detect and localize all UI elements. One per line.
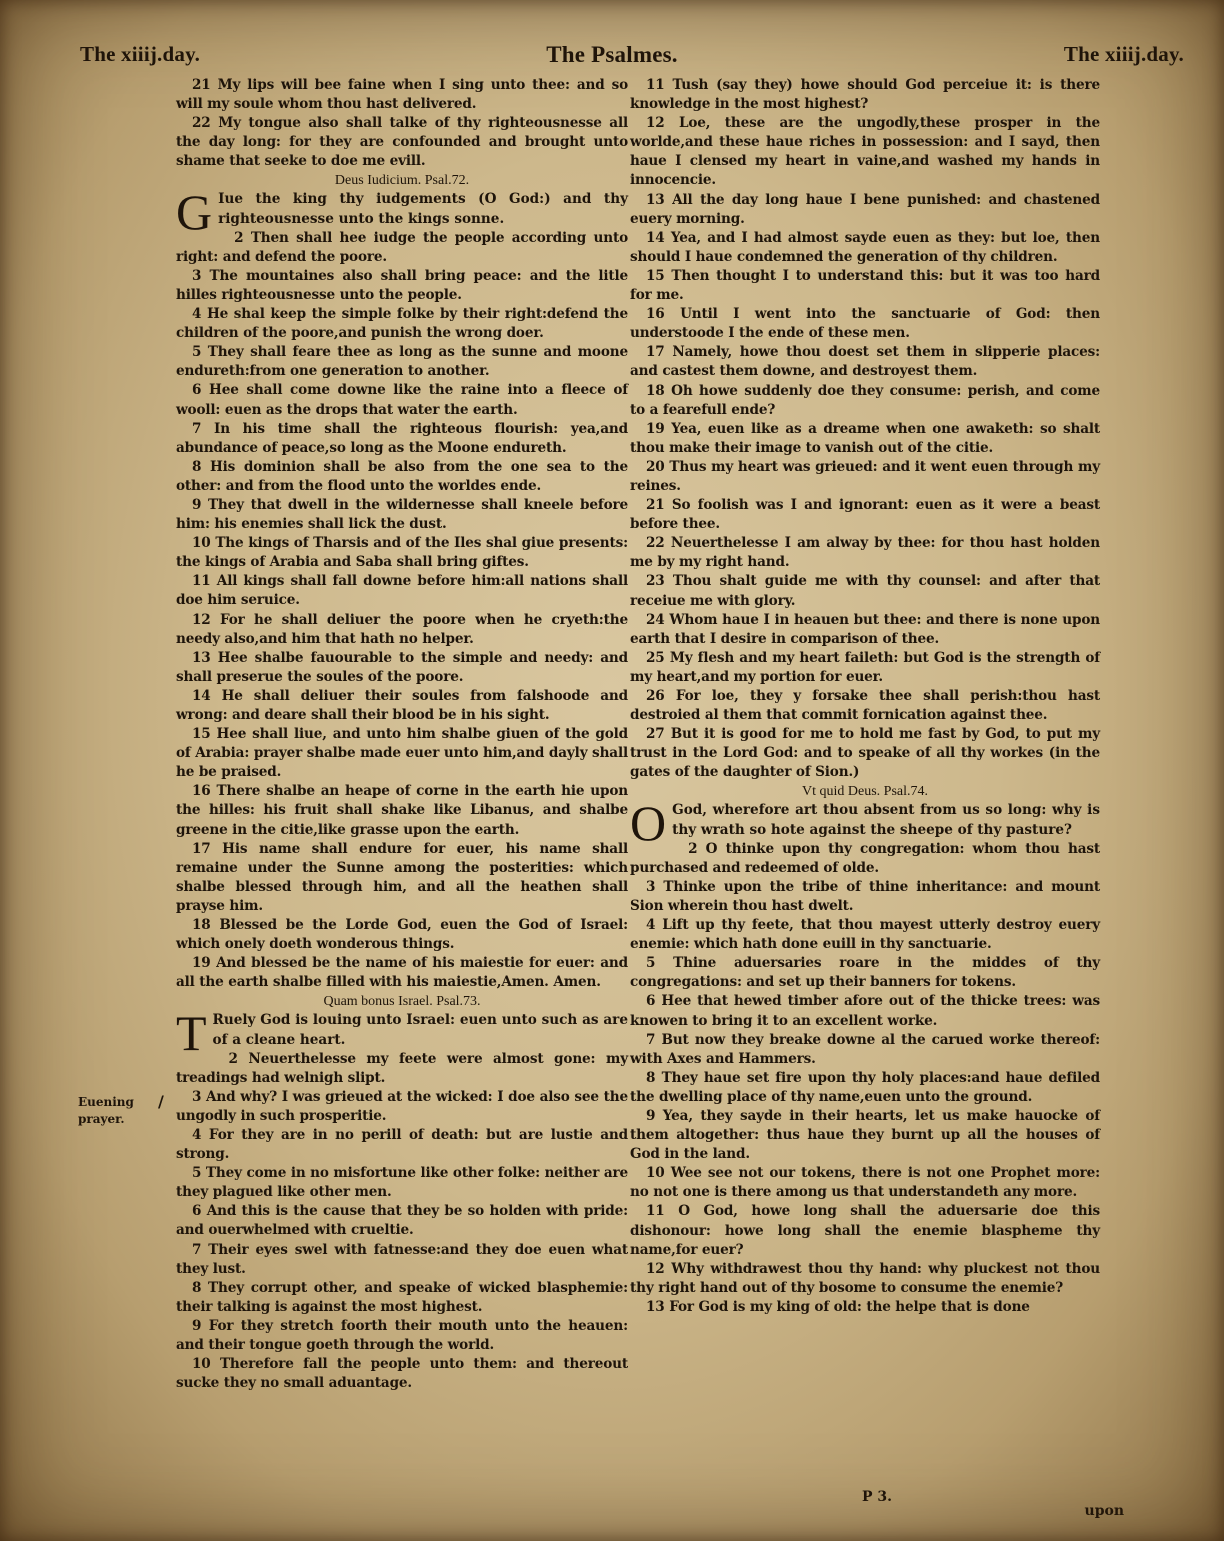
verse: 22 My tongue also shall talke of thy righteousnesse all the day long: for they are confounded and brought unto shame that seeke to doe me evill. — [176, 115, 628, 170]
catchword: upon — [1084, 1503, 1124, 1519]
verse: 16 Until I went into the sanctuarie of God: then understoode I the ende of these men. — [630, 306, 1100, 342]
verse: 18 Blessed be the Lorde God, euen the God of Israel: which onely doeth wonderous things. — [176, 917, 628, 953]
verse: 16 There shalbe an heape of corne in the earth hie upon the hilles: his fruit shall shake like Libanus, and shalbe greene in the citie,like grasse upon the earth. — [176, 783, 628, 838]
verse: 2 Neuerthelesse my feete were almost gone: my treadings had welnigh slipt. — [176, 1050, 628, 1086]
verse: 9 For they stretch foorth their mouth unto the heauen: and their tongue goeth through the world. — [176, 1317, 628, 1353]
verse: 4 Lift up thy feete, that thou mayest utterly destroy euery enemie: which hath done euill in thy sanctuarie. — [630, 917, 1100, 953]
verse: 15 Hee shall liue, and unto him shalbe giuen of the gold of Arabia: prayer shalbe made euer unto him,and dayly shall he be praised. — [176, 726, 628, 781]
verse: 10 Wee see not our tokens, there is not one Prophet more: no not one is there among us that understandeth any more. — [630, 1165, 1100, 1201]
psalm-74-first-verse — [630, 795, 1100, 852]
verse: 4 For they are in no perill of death: but are lustie and strong. — [176, 1126, 628, 1163]
verse: 11 Tush (say they) howe should God perceiue it: is there knowledge in the most highest? — [630, 77, 1100, 113]
verse: 19 Yea, euen like as a dreame when one awaketh: so shalt thou make their image to vanish out of the citie. — [630, 420, 1100, 456]
verse: 7 In his time shall the righteous flourish: yea,and abundance of peace,so long as the Moone endureth. — [176, 420, 628, 456]
margin-note: Euening prayer. — [78, 1095, 134, 1126]
verse: 9 Yea, they sayde in their hearts, let us make hauocke of them altogether: thus haue they burnt up all the houses of God in the land. — [630, 1107, 1100, 1163]
verse: 7 But now they breake downe al the carued worke thereof: with Axes and Hammers. — [630, 1031, 1100, 1067]
verse: 8 His dominion shall be also from the one sea to the other: and from the flood unto the worldes ende. — [176, 458, 628, 494]
verse: 2 Then shall hee iudge the people according unto right: and defend the poore. — [176, 229, 628, 265]
signature-mark: P 3. — [862, 1489, 893, 1505]
verse: 20 Thus my heart was grieued: and it went euen through my reines. — [630, 458, 1100, 494]
psalm-73-verses — [176, 1050, 628, 1394]
verse: 24 Whom haue I in heauen but thee: and there is none upon earth that I desire in comparison of thee. — [630, 611, 1100, 647]
verse: 8 They corrupt other, and speake of wicked blasphemie: their talking is against the most highest. — [176, 1279, 628, 1315]
verse: 23 Thou shalt guide me with thy counsel: and after that receiue me with glory. — [630, 573, 1100, 609]
verse: 11 O God, howe long shall the aduersarie doe this dishonour: howe long shall the enemie blaspheme thy name,for euer? — [630, 1203, 1100, 1258]
running-head-left: The xiiij.day. — [80, 42, 201, 66]
verse: 25 My flesh and my heart faileth: but God is the strength of my heart,and my portion for euer. — [630, 649, 1100, 685]
verse: 10 Therefore fall the people unto them: and thereout sucke they no small aduantage. — [176, 1356, 628, 1392]
verse: 9 They that dwell in the wildernesse shall kneele before him: his enemies shall lick the dust. — [176, 496, 628, 533]
verse: 14 He shall deliuer their soules from falshoode and wrong: and deare shall their blood be in his sight. — [176, 687, 628, 723]
psalm-74-verses — [630, 840, 1100, 1317]
running-head-title: The Psalmes. — [546, 42, 678, 67]
verse: 10 The kings of Tharsis and of the Iles shal giue presents: the kings of Arabia and Saba shall bring giftes. — [176, 535, 628, 571]
verse: 5 They shall feare thee as long as the sunne and moone endureth:from one generation to another. — [176, 344, 628, 380]
verse: 6 Hee that hewed timber afore out of the thicke trees: was knowen to bring it to an excellent worke. — [630, 993, 1100, 1029]
first-verse-text: Ruely God is louing unto Israel: euen unto such as are of a cleane heart. — [212, 1012, 628, 1048]
verse: 6 Hee shall come downe like the raine into a fleece of wooll: euen as the drops that water the earth. — [176, 382, 628, 418]
verse: 18 Oh howe suddenly doe they consume: perish, and come to a fearefull ende? — [630, 382, 1100, 418]
verse: 5 Thine aduersaries roare in the middes of thy congregations: and set up their banners for tokens. — [630, 955, 1100, 991]
verse: 2 O thinke upon thy congregation: whom thou hast purchased and redeemed of olde. — [630, 840, 1100, 876]
psalm-74-title: Vt quid Deus. Psal.74. — [802, 784, 928, 800]
verse: 17 Namely, howe thou doest set them in slipperie places: and castest them downe, and destroyest them. — [630, 344, 1100, 380]
verse: 26 For loe, they y forsake thee shall perish:thou hast destroied al them that commit fornication against thee. — [630, 688, 1100, 724]
verse: 14 Yea, and I had almost sayde euen as they: but loe, then should I haue condemned the generation of thy children. — [630, 229, 1100, 265]
running-head-right: The xiiij.day. — [1063, 42, 1184, 66]
psalm-72-title: Deus Iudicium. Psal.72. — [334, 173, 470, 189]
first-verse-text: God, wherefore art thou absent from us so long: why is thy wrath so hote against the sheepe of thy pasture? — [672, 802, 1100, 838]
verse: 13 Hee shalbe fauourable to the simple and needy: and shall preserue the soules of the poore. — [176, 649, 628, 685]
verse: 21 So foolish was I and ignorant: euen as it were a beast before thee. — [630, 497, 1100, 533]
verse: 3 Thinke upon the tribe of thine inheritance: and mount Sion wherein thou hast dwelt. — [630, 878, 1100, 914]
dropcap: O — [630, 795, 667, 852]
verse: 12 Loe, these are the ungodly,these prosper in the worlde,and these haue riches in possession: and I sayd, then haue I clensed my heart in vaine,and washed my hands in innocencie. — [630, 115, 1100, 189]
verse: 19 And blessed be the name of his maiestie for euer: and all the earth shalbe filled with his maiestie,Amen. Amen. — [176, 955, 628, 991]
verse: 6 And this is the cause that they be so holden with pride: and ouerwhelmed with crueltie. — [176, 1203, 628, 1239]
verse: 3 And why? I was grieued at the wicked: I doe also see the ungodly in such prosperitie. — [176, 1088, 628, 1124]
left-column — [176, 76, 628, 1393]
verse: 3 The mountaines also shall bring peace: and the litle hilles righteousnesse unto the people. — [176, 267, 628, 303]
right-column — [630, 76, 1100, 1317]
verse: 4 He shal keep the simple folke by their right:defend the children of the poore,and punish the wrong doer. — [176, 306, 628, 342]
margin-bracket-mark: / — [158, 1092, 164, 1111]
psalm-73-continued-verses — [630, 76, 1100, 782]
psalm-73-title: Quam bonus Israel. Psal.73. — [323, 994, 481, 1010]
verse: 13 For God is my king of old: the helpe that is done — [646, 1298, 1030, 1315]
dropcap: T — [176, 1005, 207, 1062]
verse: 21 My lips will bee faine when I sing unto thee: and so will my soule whom thou hast delivered. — [176, 77, 628, 113]
verse: 12 Why withdrawest thou thy hand: why pluckest not thou thy right hand out of thy bosome to consume the enemie? — [630, 1260, 1100, 1296]
verse: 15 Then thought I to understand this: but it was too hard for me. — [630, 267, 1100, 304]
verse: 11 All kings shall fall downe before him:all nations shall doe him seruice. — [176, 573, 628, 609]
verse: 22 Neuerthelesse I am alway by thee: for thou hast holden me by my right hand. — [630, 535, 1100, 571]
first-verse-text: Iue the king thy iudgements (O God:) and thy righteousnesse unto the kings sonne. — [218, 191, 628, 227]
psalm-73-first-verse — [176, 1005, 628, 1062]
verse: 7 Their eyes swel with fatnesse:and they doe euen what they lust. — [176, 1241, 628, 1277]
dropcap: G — [176, 184, 213, 241]
verse: 8 They haue set fire upon thy holy places:and haue defiled the dwelling place of thy name,euen unto the ground. — [630, 1069, 1100, 1105]
verse: 27 But it is good for me to hold me fast by God, to put my trust in the Lord God: and to speake of all thy workes (in the gates of the daughter of Sion.) — [630, 726, 1100, 781]
psalm-72-first-verse — [176, 184, 628, 241]
verse: 5 They come in no misfortune like other folke: neither are they plagued like other men. — [176, 1165, 628, 1201]
psalm-72-verses — [176, 229, 628, 993]
verse: 17 His name shall endure for euer, his name shall remaine under the Sunne among the posterities: which shalbe blessed through him, and all the heathen shall prayse him. — [176, 840, 628, 914]
verse: 12 For he shall deliuer the poore when he cryeth:the needy also,and him that hath no helper. — [176, 611, 628, 647]
verse: 13 All the day long haue I bene punished: and chastened euery morning. — [630, 191, 1100, 227]
